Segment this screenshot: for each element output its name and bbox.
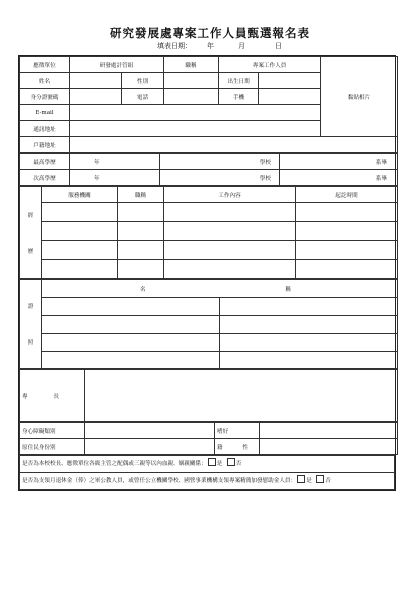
experience-cell[interactable] bbox=[118, 241, 164, 260]
gender-field[interactable] bbox=[164, 73, 219, 89]
declaration-1-yes-checkbox[interactable] bbox=[208, 458, 216, 466]
declaration-2 bbox=[20, 473, 395, 490]
declaration-1-yes-label: 是 bbox=[216, 461, 223, 467]
declaration-2-text: 是否為支領月退休金（俸）之軍公教人員，或曾任公立機關學校、國營事業機構支領專案精簡加發慰助金人員： bbox=[22, 478, 297, 484]
phone-label: 電話 bbox=[122, 89, 164, 105]
declaration-1-text: 是否為本校校長、應徵單位各級主管之配偶或三親等以內血親、姻親關係： bbox=[22, 461, 207, 467]
email-label: E-mail bbox=[20, 105, 70, 121]
experience-cell[interactable] bbox=[164, 203, 296, 222]
skills-field[interactable] bbox=[85, 370, 398, 422]
unit-label: 應徵單位 bbox=[20, 57, 70, 73]
experience-cell[interactable] bbox=[118, 260, 164, 279]
fill-date-label: 填表日期： bbox=[157, 42, 192, 50]
birth-label: 出生日期 bbox=[219, 73, 259, 89]
highest-edu-label: 最高學歷 bbox=[20, 154, 70, 170]
license-cell[interactable] bbox=[42, 352, 220, 369]
declaration-2-yes-checkbox[interactable] bbox=[297, 475, 305, 483]
hobby-field[interactable] bbox=[260, 423, 398, 439]
highest-edu-dept[interactable] bbox=[280, 154, 398, 170]
license-header bbox=[42, 280, 398, 298]
second-edu-school[interactable] bbox=[160, 170, 280, 186]
job-title-label: 職稱 bbox=[164, 57, 219, 73]
highest-edu-school[interactable] bbox=[160, 154, 280, 170]
name-label: 姓名 bbox=[20, 73, 70, 89]
declaration-1 bbox=[20, 456, 395, 473]
home-address-label: 戶籍地址 bbox=[20, 137, 70, 153]
experience-table bbox=[19, 186, 398, 279]
declaration-1-no-checkbox[interactable] bbox=[227, 458, 235, 466]
license-side-bottom: 照 bbox=[27, 340, 34, 346]
experience-side-bottom: 歷 bbox=[27, 248, 34, 255]
mobile-field[interactable] bbox=[259, 89, 321, 105]
fill-date-month: 月 bbox=[238, 42, 245, 50]
license-header-left: 名 bbox=[140, 286, 146, 293]
education-table bbox=[19, 153, 398, 186]
second-edu-dept-label: 系畢 bbox=[375, 175, 387, 182]
photo-area[interactable] bbox=[321, 57, 398, 137]
license-cell[interactable] bbox=[220, 316, 398, 334]
mobile-label: 手機 bbox=[219, 89, 259, 105]
license-cell[interactable] bbox=[42, 316, 220, 334]
experience-side-top: 經 bbox=[27, 212, 34, 219]
second-edu-dept[interactable] bbox=[280, 170, 398, 186]
mail-address-label: 通訊地址 bbox=[20, 121, 70, 137]
experience-cell[interactable] bbox=[42, 222, 118, 241]
name-field[interactable] bbox=[70, 73, 122, 89]
license-header-right: 稱 bbox=[285, 286, 291, 293]
experience-cell[interactable] bbox=[296, 203, 398, 222]
disability-field[interactable] bbox=[85, 423, 215, 439]
experience-cell[interactable] bbox=[118, 222, 164, 241]
birth-field[interactable] bbox=[259, 73, 321, 89]
declaration-2-no-label: 否 bbox=[325, 478, 331, 484]
unit-value[interactable]: 研發處計管組 bbox=[70, 57, 164, 73]
experience-cell[interactable] bbox=[296, 241, 398, 260]
application-form bbox=[18, 55, 396, 491]
license-cell[interactable] bbox=[42, 298, 220, 316]
highest-edu-year-label: 年 bbox=[94, 159, 100, 166]
experience-cell[interactable] bbox=[164, 241, 296, 260]
experience-cell[interactable] bbox=[296, 222, 398, 241]
highest-edu-dept-label: 系畢 bbox=[375, 159, 387, 166]
second-edu-label: 次高學歷 bbox=[20, 170, 70, 186]
skills-label-right: 長 bbox=[53, 393, 59, 400]
experience-cell[interactable] bbox=[164, 260, 296, 279]
license-side-label bbox=[20, 280, 42, 369]
id-number-label: 身分證號碼 bbox=[20, 89, 70, 105]
fill-date-day: 日 bbox=[275, 42, 282, 50]
identity-table bbox=[19, 422, 398, 455]
license-table bbox=[19, 279, 398, 369]
declaration-2-no-checkbox[interactable] bbox=[316, 475, 324, 483]
id-number-field[interactable] bbox=[70, 89, 122, 105]
second-edu-year[interactable] bbox=[70, 170, 160, 186]
aboriginal-field[interactable] bbox=[85, 439, 215, 455]
native-place-label-left: 籍 bbox=[217, 444, 223, 451]
mail-address-field[interactable] bbox=[70, 121, 321, 137]
second-edu-school-label: 學校 bbox=[259, 175, 271, 182]
declaration-2-yes-label: 是 bbox=[306, 478, 312, 484]
fill-date-year: 年 bbox=[207, 42, 214, 50]
skills-table bbox=[19, 369, 398, 422]
photo-label: 黏貼相片 bbox=[347, 94, 371, 101]
license-cell[interactable] bbox=[220, 334, 398, 352]
experience-header-title: 職稱 bbox=[118, 187, 164, 203]
disability-label: 身心障礙類別 bbox=[20, 423, 85, 439]
job-title-value[interactable]: 專案工作人員 bbox=[219, 57, 321, 73]
basic-info-table bbox=[19, 56, 398, 153]
native-place-label bbox=[215, 439, 260, 455]
skills-label-left: 專 bbox=[22, 393, 28, 400]
experience-header-period: 起訖時間 bbox=[296, 187, 398, 203]
gender-label: 性別 bbox=[122, 73, 164, 89]
experience-cell[interactable] bbox=[42, 260, 118, 279]
form-title: 研究發展處專案工作人員甄選報名表 bbox=[110, 26, 310, 40]
native-place-label-right: 性 bbox=[242, 444, 248, 451]
aboriginal-label: 原住民身份別 bbox=[20, 439, 85, 455]
experience-cell[interactable] bbox=[42, 241, 118, 260]
declaration-1-no-label: 否 bbox=[235, 461, 242, 467]
second-edu-year-label: 年 bbox=[94, 175, 100, 182]
declarations-table bbox=[19, 455, 395, 490]
highest-edu-year[interactable] bbox=[70, 154, 160, 170]
experience-side-label bbox=[20, 187, 42, 279]
license-cell[interactable] bbox=[42, 334, 220, 352]
experience-cell[interactable] bbox=[42, 203, 118, 222]
highest-edu-school-label: 學校 bbox=[259, 159, 271, 166]
license-side-top: 證 bbox=[27, 304, 34, 310]
skills-label bbox=[20, 370, 85, 422]
home-address-field[interactable] bbox=[70, 137, 398, 153]
experience-cell[interactable] bbox=[118, 203, 164, 222]
experience-header-org: 服務機關 bbox=[42, 187, 118, 203]
license-cell[interactable] bbox=[220, 298, 398, 316]
experience-cell[interactable] bbox=[164, 222, 296, 241]
experience-cell[interactable] bbox=[296, 260, 398, 279]
experience-header-content: 工作內容 bbox=[164, 187, 296, 203]
native-place-field[interactable] bbox=[260, 439, 398, 455]
email-field[interactable] bbox=[70, 105, 321, 121]
license-cell[interactable] bbox=[220, 352, 398, 369]
hobby-label: 嗜好 bbox=[215, 423, 260, 439]
phone-field[interactable] bbox=[164, 89, 219, 105]
